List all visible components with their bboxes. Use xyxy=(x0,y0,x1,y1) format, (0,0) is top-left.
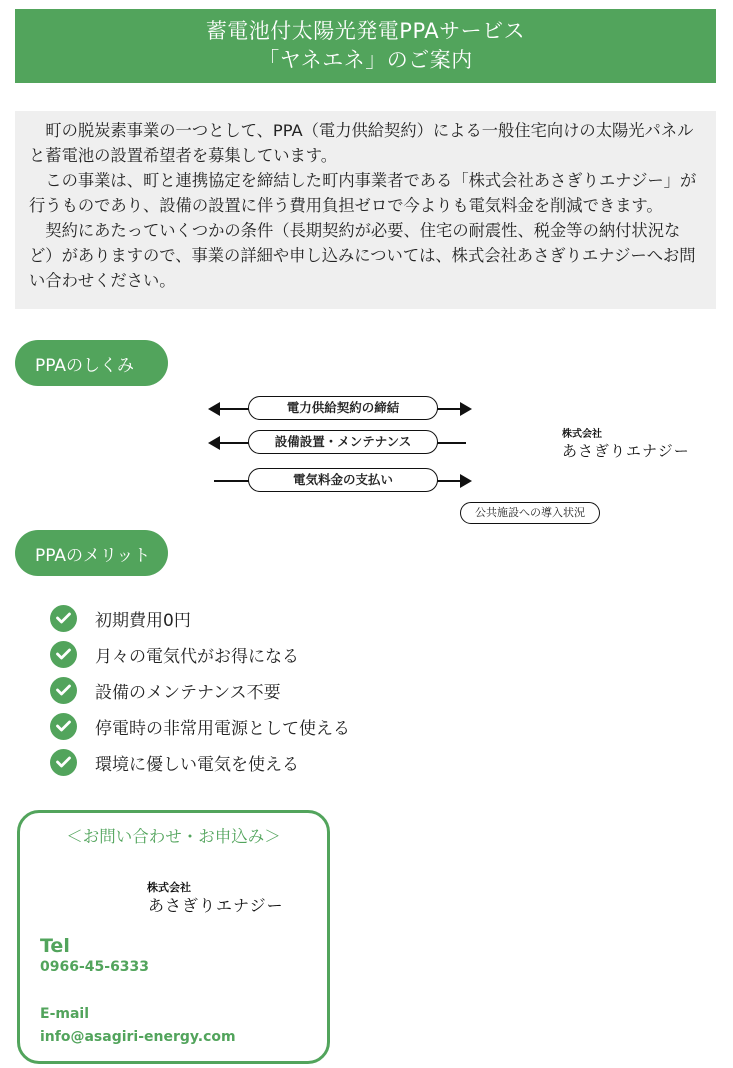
check-icon xyxy=(50,749,77,776)
intro-box xyxy=(15,111,716,309)
intro-paragraph: この事業は、町と連携協定を締結した町内事業者である「株式会社あさぎりエナジー」が行うものであり、設備の設置に伴う費用負担ゼロで今よりも電気料金を削減できます。 xyxy=(29,171,697,215)
list-item xyxy=(50,708,350,744)
arrow-label: 設備設置・メンテナンス xyxy=(248,430,438,454)
arrow-left-icon xyxy=(208,402,220,416)
section-heading-mechanism: PPAのしくみ xyxy=(15,340,168,386)
arrow-right-icon xyxy=(460,402,472,416)
arrow-right-icon xyxy=(460,474,472,488)
merit-text: 設備のメンテナンス不要 xyxy=(95,682,281,703)
list-item xyxy=(50,600,350,636)
arrow-row-payment xyxy=(200,470,480,492)
arrow-row-maintenance xyxy=(200,432,480,454)
merit-list xyxy=(50,600,350,780)
page-header xyxy=(15,9,716,83)
email-address[interactable]: info@asagiri-energy.com xyxy=(40,1029,236,1045)
arrow-label: 電気料金の支払い xyxy=(248,468,438,492)
merit-text: 環境に優しい電気を使える xyxy=(95,754,299,775)
tel-label: Tel xyxy=(40,935,70,957)
check-icon xyxy=(50,677,77,704)
merit-text: 停電時の非常用電源として使える xyxy=(95,718,350,739)
list-item xyxy=(50,744,350,780)
check-icon xyxy=(50,641,77,668)
diagram-company-logo: あさぎりエナジー xyxy=(562,442,690,460)
check-icon xyxy=(50,713,77,740)
contact-box xyxy=(17,810,330,1064)
email-label: E-mail xyxy=(40,1006,90,1022)
merit-text: 初期費用0円 xyxy=(95,610,191,631)
diagram-company-type: 株式会社 xyxy=(562,429,602,440)
arrow-left-icon xyxy=(208,436,220,450)
section-heading-merits: PPAのメリット xyxy=(15,530,168,576)
tel-number[interactable]: 0966-45-6333 xyxy=(40,959,150,975)
ppa-diagram xyxy=(200,390,720,525)
contact-company-type: 株式会社 xyxy=(147,881,191,894)
list-item xyxy=(50,636,350,672)
intro-paragraph: 町の脱炭素事業の一つとして、PPA（電力供給契約）による一般住宅向けの太陽光パネルと蓄電池の設置希望者を募集しています。 xyxy=(29,121,694,165)
header-title-line2: 「ヤネエネ」のご案内 xyxy=(258,48,473,72)
merit-text: 月々の電気代がお得になる xyxy=(95,646,299,667)
arrow-row-contract xyxy=(200,398,480,420)
intro-paragraph: 契約にあたっていくつかの条件（長期契約が必要、住宅の耐震性、税金等の納付状況など）がありますので、事業の詳細や申し込みについては、株式会社あさぎりエナジーへお問い合わせください。 xyxy=(29,221,696,290)
public-facility-link[interactable]: 公共施設への導入状況 xyxy=(460,502,600,524)
arrow-label: 電力供給契約の締結 xyxy=(248,396,438,420)
header-title-line1: 蓄電池付太陽光発電PPAサービス xyxy=(205,19,526,43)
contact-company-logo: あさぎりエナジー xyxy=(148,896,284,915)
list-item xyxy=(50,672,350,708)
check-icon xyxy=(50,605,77,632)
contact-title: ＜お問い合わせ・お申込み＞ xyxy=(66,827,281,846)
